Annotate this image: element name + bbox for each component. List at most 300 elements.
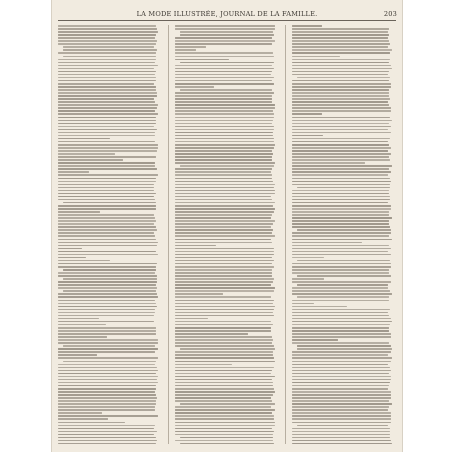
text-line	[292, 287, 388, 289]
text-line	[58, 339, 158, 341]
text-line	[292, 278, 324, 280]
text-line	[175, 28, 275, 30]
text-line	[175, 220, 275, 222]
column-divider-1	[168, 25, 169, 444]
text-line	[58, 342, 158, 344]
text-line	[292, 434, 390, 436]
text-line	[58, 165, 155, 167]
text-line	[292, 248, 391, 250]
text-line	[175, 232, 272, 234]
text-line	[58, 296, 158, 298]
text-line	[58, 434, 154, 436]
text-line	[292, 245, 389, 247]
text-line	[58, 184, 154, 186]
text-line	[292, 373, 389, 375]
text-line	[175, 412, 272, 414]
text-line	[292, 104, 389, 106]
text-line	[292, 113, 322, 115]
text-line	[58, 71, 156, 73]
text-line	[175, 135, 273, 137]
text-line	[292, 391, 391, 393]
text-line	[175, 235, 275, 237]
text-line	[175, 272, 272, 274]
text-line	[292, 31, 388, 33]
text-line	[292, 263, 391, 265]
text-line	[175, 434, 273, 436]
text-line	[58, 287, 157, 289]
text-line	[58, 113, 158, 115]
text-line	[58, 129, 157, 131]
text-line	[58, 86, 156, 88]
text-line	[58, 437, 156, 439]
text-line	[58, 107, 157, 109]
text-line	[58, 193, 156, 195]
text-line	[180, 89, 272, 91]
text-line	[58, 412, 102, 414]
text-line	[58, 373, 156, 375]
text-line	[175, 278, 274, 280]
text-line	[297, 345, 391, 347]
text-line	[175, 303, 273, 305]
text-line	[292, 220, 389, 222]
text-line	[292, 171, 391, 173]
header-rule	[58, 20, 396, 21]
text-line	[175, 376, 275, 378]
text-line	[175, 141, 274, 143]
text-line	[58, 330, 156, 332]
text-line	[58, 104, 158, 106]
text-line	[180, 443, 274, 445]
text-line	[175, 418, 274, 420]
text-line	[175, 266, 274, 268]
text-line	[175, 385, 273, 387]
text-line	[297, 229, 391, 231]
text-line	[175, 138, 274, 140]
text-line	[292, 418, 391, 420]
text-line	[58, 135, 155, 137]
text-line	[58, 229, 157, 231]
text-line	[292, 351, 391, 353]
text-line	[58, 205, 156, 207]
text-line	[292, 339, 338, 341]
text-line	[175, 309, 274, 311]
text-line	[175, 168, 272, 170]
text-line	[58, 37, 155, 39]
text-line	[58, 312, 155, 314]
text-line	[58, 52, 156, 54]
text-line	[175, 345, 274, 347]
text-line	[292, 266, 391, 268]
text-line	[175, 422, 275, 424]
text-line	[292, 242, 362, 244]
text-line	[58, 150, 157, 152]
text-line	[58, 300, 155, 302]
text-line	[58, 80, 156, 82]
text-line	[175, 56, 274, 58]
text-line	[292, 153, 391, 155]
text-line	[175, 123, 272, 125]
text-line	[58, 336, 107, 338]
text-line	[292, 364, 388, 366]
text-line	[292, 318, 391, 320]
text-line	[292, 415, 391, 417]
text-line	[58, 174, 158, 176]
text-line	[175, 318, 208, 320]
text-line	[58, 123, 156, 125]
text-line	[175, 397, 271, 399]
text-line	[292, 80, 389, 82]
text-line	[175, 336, 272, 338]
text-line	[292, 168, 389, 170]
text-line	[58, 394, 156, 396]
text-line	[292, 327, 389, 329]
text-line	[292, 68, 392, 70]
text-line	[292, 144, 389, 146]
text-line	[58, 293, 157, 295]
text-line	[292, 272, 389, 274]
text-line	[175, 68, 274, 70]
text-line	[175, 77, 274, 79]
text-line	[292, 257, 324, 259]
text-line	[292, 385, 389, 387]
text-line	[292, 25, 322, 27]
text-line	[292, 117, 390, 119]
text-line	[175, 382, 273, 384]
text-line	[292, 208, 391, 210]
text-line	[58, 303, 156, 305]
text-line	[292, 202, 388, 204]
text-line	[58, 248, 82, 250]
text-line	[58, 65, 158, 67]
text-line	[292, 205, 391, 207]
text-line	[58, 400, 156, 402]
text-line	[58, 162, 155, 164]
text-line	[175, 357, 274, 359]
text-line	[58, 220, 156, 222]
text-line	[58, 318, 99, 320]
text-line	[58, 382, 158, 384]
text-line	[58, 357, 158, 359]
text-line	[63, 46, 154, 48]
text-line	[175, 101, 272, 103]
text-line	[175, 281, 273, 283]
text-line	[292, 376, 391, 378]
text-line	[175, 174, 272, 176]
text-line	[297, 296, 389, 298]
text-line	[292, 135, 323, 137]
page-left-edge	[51, 0, 52, 452]
text-line	[292, 101, 388, 103]
text-line	[58, 196, 154, 198]
text-line	[292, 330, 389, 332]
text-line	[292, 324, 390, 326]
text-line	[63, 269, 156, 271]
text-line	[292, 312, 388, 314]
text-line	[175, 284, 271, 286]
text-line	[58, 309, 155, 311]
text-line	[58, 98, 154, 100]
text-line	[175, 287, 275, 289]
text-line	[292, 92, 389, 94]
text-line	[175, 74, 271, 76]
text-line	[175, 43, 272, 45]
text-line	[58, 199, 155, 201]
text-line	[58, 77, 156, 79]
text-line	[175, 254, 274, 256]
text-line	[58, 443, 156, 445]
text-line	[58, 226, 156, 228]
text-line	[58, 266, 156, 268]
text-line	[292, 110, 391, 112]
text-line	[58, 31, 158, 33]
text-line	[58, 431, 157, 433]
text-line	[292, 293, 392, 295]
text-line	[175, 409, 275, 411]
text-line	[175, 367, 274, 369]
text-line	[58, 403, 156, 405]
text-line	[175, 428, 272, 430]
text-line	[58, 217, 155, 219]
text-line	[175, 315, 274, 317]
text-line	[292, 409, 388, 411]
text-line	[58, 34, 156, 36]
text-line	[297, 348, 392, 350]
text-line	[58, 214, 154, 216]
text-line	[175, 205, 273, 207]
text-line	[175, 373, 271, 375]
text-line	[58, 364, 155, 366]
text-line	[175, 330, 271, 332]
text-line	[175, 257, 272, 259]
text-line	[180, 348, 275, 350]
text-line	[175, 425, 275, 427]
text-line	[175, 98, 272, 100]
text-line	[58, 223, 154, 225]
text-line	[292, 28, 389, 30]
text-line	[297, 260, 390, 262]
text-line	[175, 312, 273, 314]
text-line	[175, 178, 272, 180]
text-line	[292, 190, 389, 192]
text-line	[292, 309, 390, 311]
text-line	[175, 156, 272, 158]
text-line	[63, 345, 155, 347]
text-line	[292, 126, 391, 128]
text-line	[292, 71, 389, 73]
text-column-3	[292, 25, 396, 446]
text-line	[58, 89, 156, 91]
text-line	[175, 159, 272, 161]
text-line	[292, 211, 389, 213]
text-line	[292, 400, 389, 402]
text-line	[58, 391, 155, 393]
text-line	[58, 235, 155, 237]
text-line	[58, 379, 157, 381]
text-column-1	[58, 25, 162, 446]
text-line	[292, 89, 389, 91]
text-line	[175, 370, 272, 372]
text-line	[292, 49, 392, 51]
text-line	[63, 202, 156, 204]
text-line	[58, 245, 157, 247]
text-line	[297, 187, 390, 189]
text-line	[58, 126, 154, 128]
text-line	[58, 257, 86, 259]
text-line	[292, 214, 389, 216]
text-line	[58, 74, 155, 76]
text-line	[175, 214, 272, 216]
text-line	[175, 59, 229, 61]
text-line	[292, 199, 390, 201]
text-line	[292, 306, 347, 308]
text-line	[175, 95, 272, 97]
text-line	[292, 120, 392, 122]
text-line	[58, 275, 157, 277]
text-line	[63, 56, 156, 58]
text-line	[58, 83, 154, 85]
text-line	[292, 290, 390, 292]
text-line	[292, 300, 389, 302]
text-line	[292, 379, 391, 381]
text-line	[292, 40, 389, 42]
text-line	[292, 181, 391, 183]
text-line	[58, 351, 155, 353]
text-line	[58, 388, 156, 390]
text-line	[175, 132, 273, 134]
text-line	[63, 278, 157, 280]
text-line	[292, 342, 389, 344]
text-line	[175, 171, 271, 173]
text-line	[292, 184, 390, 186]
text-line	[180, 34, 274, 36]
text-line	[175, 193, 275, 195]
text-line	[292, 422, 391, 424]
text-line	[58, 178, 156, 180]
text-line	[175, 364, 232, 366]
text-line	[175, 321, 271, 323]
text-line	[175, 147, 274, 149]
text-line	[292, 217, 392, 219]
text-line	[292, 62, 389, 64]
page-number: 203	[383, 10, 397, 18]
text-line	[175, 92, 274, 94]
text-line	[58, 101, 155, 103]
text-line	[58, 284, 156, 286]
text-line	[175, 242, 272, 244]
text-line	[292, 382, 390, 384]
text-line	[292, 235, 389, 237]
text-line	[292, 303, 314, 305]
text-line	[175, 415, 274, 417]
text-line	[175, 293, 223, 295]
text-line	[175, 144, 275, 146]
text-line	[175, 342, 272, 344]
text-line	[175, 354, 273, 356]
text-line	[175, 263, 272, 265]
text-line	[58, 333, 156, 335]
text-line	[292, 269, 389, 271]
text-line	[58, 321, 154, 323]
text-line	[175, 83, 274, 85]
text-line	[175, 199, 272, 201]
text-line	[292, 107, 391, 109]
text-line	[180, 165, 274, 167]
text-line	[175, 260, 274, 262]
text-line	[292, 34, 389, 36]
text-line	[175, 394, 273, 396]
text-line	[175, 104, 275, 106]
text-line	[175, 46, 206, 48]
text-line	[175, 223, 273, 225]
text-line	[58, 239, 156, 241]
text-line	[175, 110, 273, 112]
text-line	[175, 52, 273, 54]
text-line	[292, 315, 389, 317]
text-line	[297, 275, 391, 277]
text-line	[292, 159, 390, 161]
text-line	[58, 110, 155, 112]
text-line	[175, 80, 272, 82]
text-line	[58, 59, 156, 61]
text-line	[292, 129, 388, 131]
text-line	[292, 336, 391, 338]
text-line	[292, 437, 390, 439]
text-line	[58, 181, 156, 183]
text-line	[175, 208, 275, 210]
text-line	[58, 415, 158, 417]
text-line	[175, 117, 274, 119]
text-line	[175, 120, 273, 122]
text-line	[58, 425, 155, 427]
text-line	[58, 232, 154, 234]
text-line	[292, 443, 392, 445]
text-line	[58, 43, 156, 45]
text-line	[292, 354, 388, 356]
text-line	[292, 86, 391, 88]
text-line	[58, 281, 157, 283]
text-line	[58, 367, 157, 369]
text-line	[292, 43, 390, 45]
text-line	[292, 196, 390, 198]
text-line	[175, 239, 271, 241]
text-line	[292, 138, 390, 140]
text-line	[292, 65, 391, 67]
text-line	[292, 333, 391, 335]
text-line	[292, 83, 391, 85]
text-line	[58, 409, 155, 411]
text-line	[58, 324, 106, 326]
text-line	[175, 269, 272, 271]
text-line	[175, 248, 274, 250]
text-line	[175, 226, 271, 228]
text-line	[58, 25, 156, 27]
text-line	[292, 147, 391, 149]
text-line	[292, 98, 390, 100]
text-line	[175, 324, 273, 326]
text-line	[58, 144, 158, 146]
text-line	[58, 95, 157, 97]
text-line	[292, 431, 390, 433]
text-line	[58, 92, 157, 94]
text-line	[292, 232, 391, 234]
text-line	[292, 37, 388, 39]
text-line	[175, 150, 272, 152]
text-line	[175, 361, 275, 363]
text-line	[63, 49, 157, 51]
text-line	[292, 388, 388, 390]
text-line	[292, 132, 391, 134]
text-line	[175, 71, 272, 73]
